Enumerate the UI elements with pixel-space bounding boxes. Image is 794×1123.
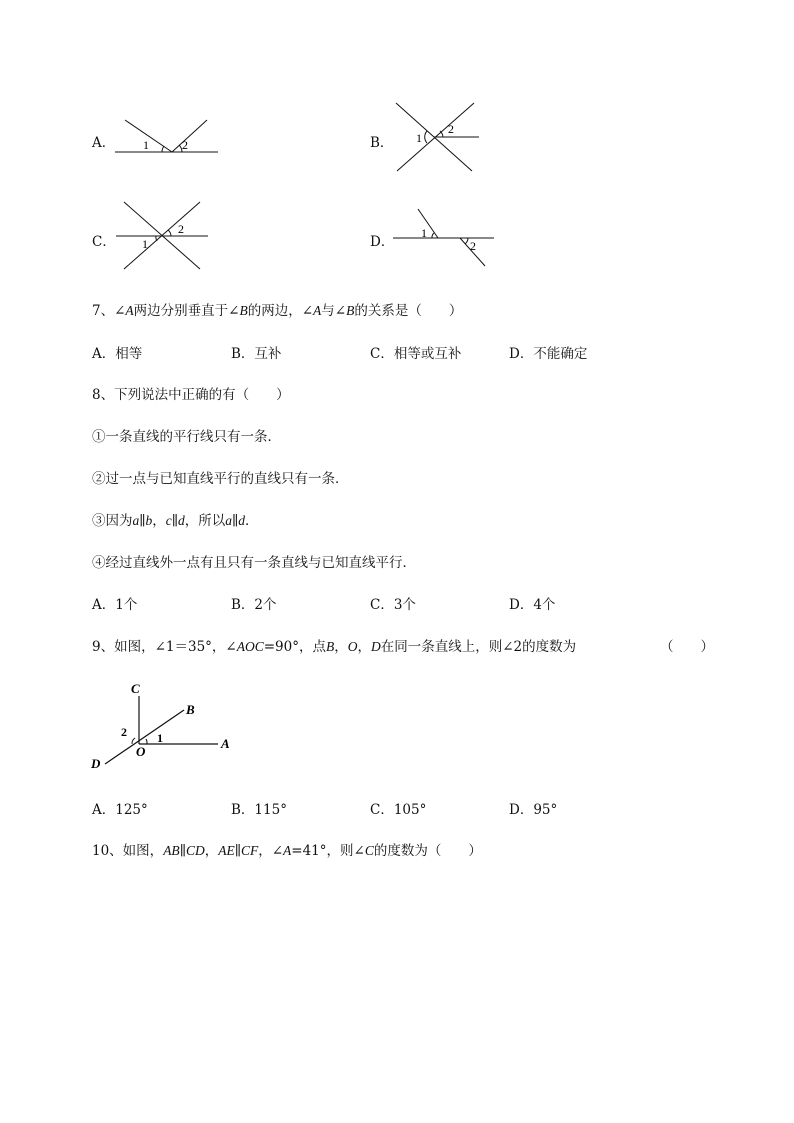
q10-stem — [92, 839, 482, 859]
q6-option-a-letter: A． — [92, 135, 116, 151]
variable: a — [132, 513, 140, 528]
q6-figure-a — [112, 112, 222, 157]
q6-option-d-letter: D． — [370, 234, 395, 250]
q8-option-c: C．3个 — [370, 597, 416, 613]
q7-option-b: B．互补 — [231, 346, 282, 362]
point-label-a: A — [221, 736, 230, 751]
text: =41°，则∠ — [291, 843, 365, 859]
q9-option-d: D．95° — [509, 802, 558, 818]
q7-option-c: C．相等或互补 — [370, 346, 462, 362]
q6-figure-b — [392, 100, 482, 175]
text: 与∠ — [321, 303, 347, 319]
q7-stem — [92, 299, 462, 319]
point-label-d: D — [91, 756, 101, 771]
text: 的度数为（ ） — [373, 843, 482, 859]
point-label-c: C — [131, 681, 140, 696]
text: ，∠ — [258, 843, 284, 859]
angle-1-arc — [146, 739, 147, 744]
variable: A — [283, 843, 292, 858]
q9-answer-paren: （ ） — [660, 639, 714, 655]
variable: D — [370, 639, 381, 654]
q8-statement-3 — [92, 509, 259, 529]
text: 9、如图，∠1＝35°，∠ — [92, 639, 237, 655]
angle-arc — [465, 238, 468, 244]
angle-arc — [432, 233, 434, 238]
angle-label-2: 2 — [470, 239, 476, 253]
angle-label-2: 2 — [121, 725, 127, 739]
q7-option-d: D．不能确定 — [509, 346, 588, 362]
variable: b — [145, 513, 153, 528]
q9-option-a: A．125° — [92, 802, 148, 818]
text: 两边分别垂直于∠ — [133, 303, 240, 319]
variable: O — [347, 639, 358, 654]
q9-figure — [88, 676, 238, 776]
q9-option-c: C．105° — [370, 802, 427, 818]
variable: A — [313, 303, 322, 318]
text: ③因为 — [92, 513, 133, 529]
variable: B — [239, 303, 248, 318]
figure-line — [172, 120, 207, 152]
text: ， — [152, 513, 166, 529]
q8-statement-4: ④经过直线外一点有且只有一条直线与已知直线平行． — [92, 555, 416, 571]
text: ∥ — [179, 843, 186, 859]
variable: A — [125, 303, 134, 318]
variable: C — [364, 843, 374, 858]
text: ∥ — [171, 513, 178, 529]
text: ∥ — [234, 843, 241, 859]
text: 的关系是（ ） — [354, 303, 463, 319]
q9-option-b: B．115° — [231, 802, 287, 818]
angle-label-1: 1 — [157, 731, 163, 745]
text: =90°，点 — [263, 639, 326, 655]
q8-option-a: A．1个 — [92, 597, 138, 613]
q8-statement-1: ①一条直线的平行线只有一条． — [92, 429, 281, 445]
angle-label-1: 1 — [142, 237, 148, 251]
angle-label-2: 2 — [182, 138, 188, 152]
q7-option-a: A．相等 — [92, 346, 143, 362]
angle-arc — [440, 131, 443, 137]
angle-label-2: 2 — [448, 122, 454, 136]
q9-stem — [92, 635, 576, 655]
angle-arc — [168, 230, 171, 236]
variable: CD — [185, 843, 205, 858]
variable: a — [225, 513, 232, 528]
angle-label-2: 2 — [178, 222, 184, 236]
q8-statement-2: ②过一点与已知直线平行的直线只有一条． — [92, 471, 349, 487]
text: ∥ — [139, 513, 146, 529]
q6-option-b-letter: B． — [370, 135, 394, 151]
q8-option-b: B．2个 — [231, 597, 277, 613]
q8-option-d: D．4个 — [509, 597, 556, 613]
variable: CF — [240, 843, 259, 858]
q8-stem: 8、下列说法中正确的有（ ） — [92, 387, 290, 403]
q7-number: 7、 — [92, 303, 115, 319]
variable: AB — [163, 843, 180, 858]
text: 10、如图， — [92, 843, 164, 859]
angle-arc — [425, 131, 427, 143]
text: ， — [357, 639, 371, 655]
angle-label-1: 1 — [143, 138, 149, 152]
variable: B — [325, 639, 335, 654]
variable: d — [178, 513, 185, 528]
text: ． — [245, 513, 259, 529]
angle-label-1: 1 — [421, 226, 427, 240]
angle-arc — [162, 146, 164, 152]
variable: c — [165, 513, 172, 528]
variable: AE — [218, 843, 235, 858]
text: ， — [204, 843, 219, 859]
angle-arc — [156, 236, 157, 241]
text: ∠ — [114, 303, 126, 319]
text: 在同一条直线上，则∠2的度数为 — [380, 639, 577, 655]
q6-option-c-letter: C． — [92, 234, 116, 250]
variable: AOC — [236, 639, 264, 654]
q6-figure-d — [390, 205, 500, 270]
point-label-o: O — [136, 744, 146, 759]
text: ，所以 — [184, 513, 226, 529]
text: 的两边，∠ — [247, 303, 314, 319]
variable: B — [346, 303, 355, 318]
q6-figure-c — [112, 198, 212, 273]
angle-label-1: 1 — [416, 131, 422, 145]
point-label-b: B — [186, 702, 195, 717]
variable: d — [238, 513, 245, 528]
text: ∥ — [232, 513, 239, 529]
text: ， — [334, 639, 348, 655]
